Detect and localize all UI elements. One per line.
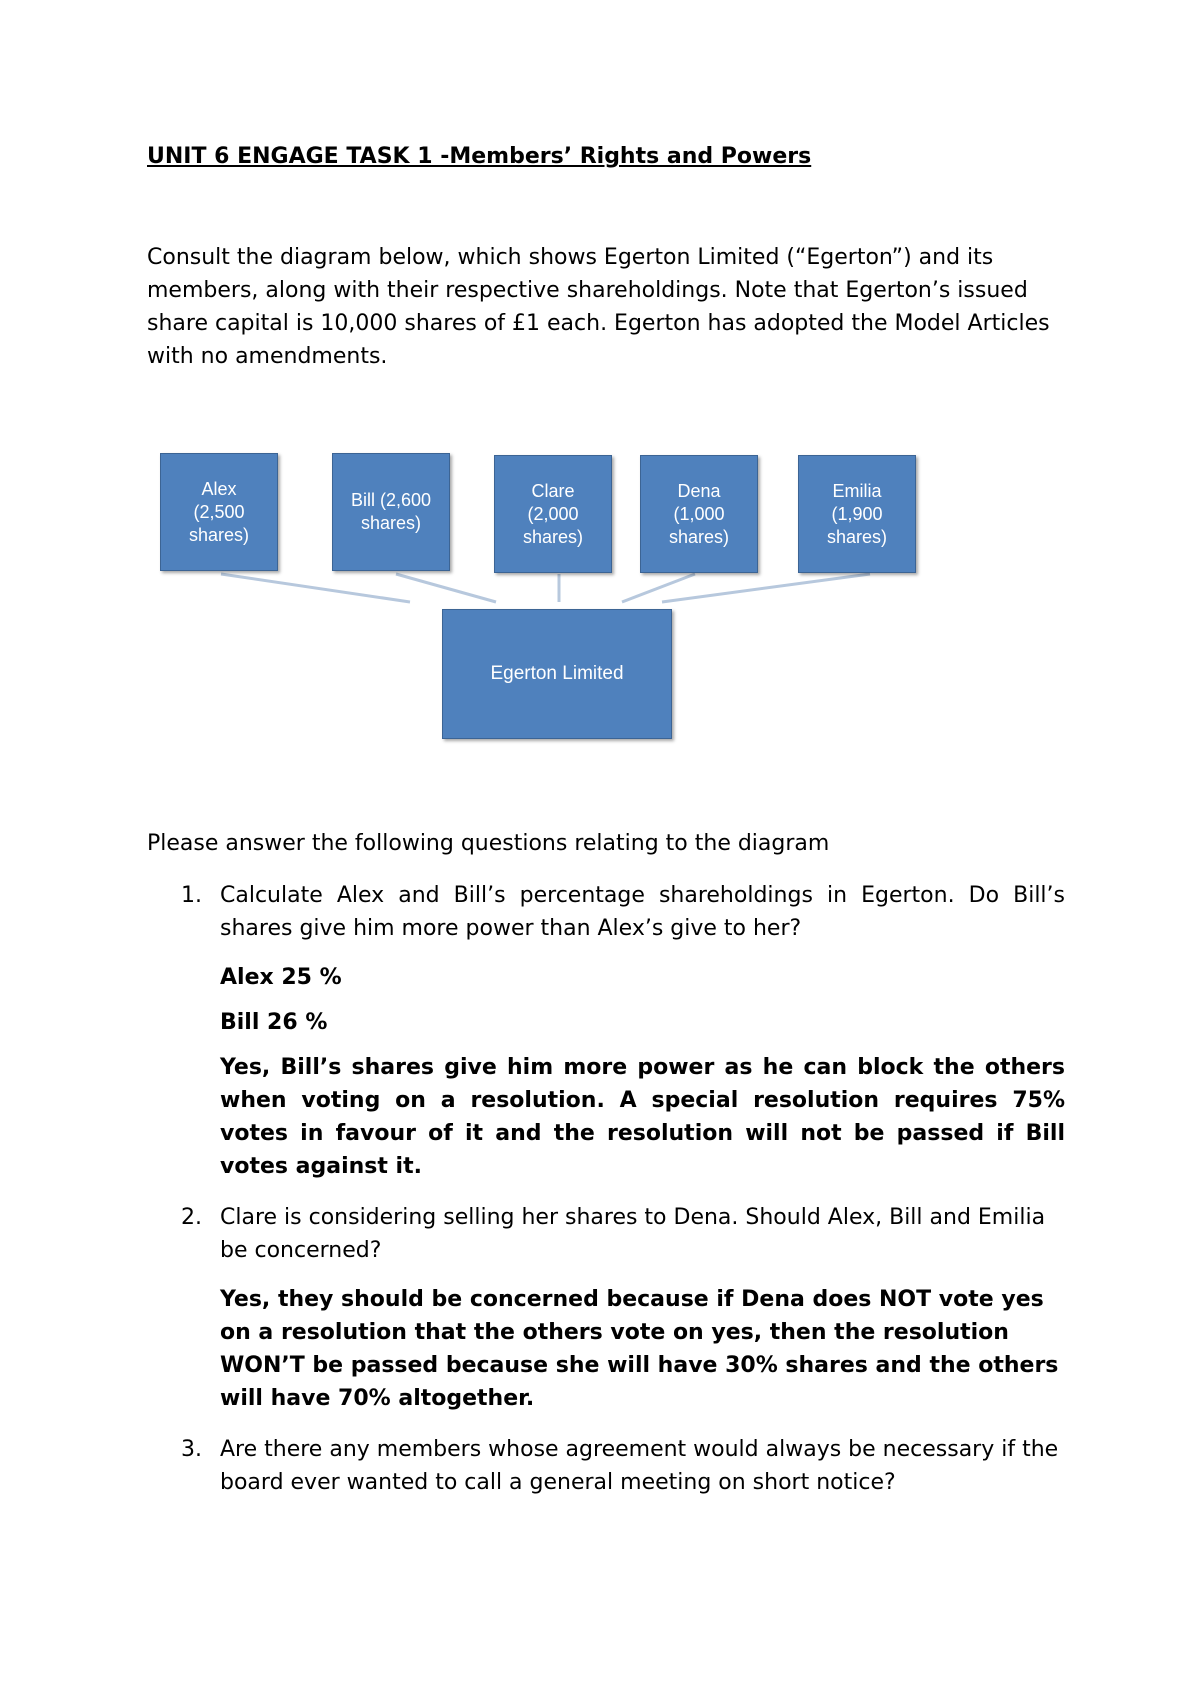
member-label-line: Dena [677,480,721,501]
question-number: 2. [181,1205,202,1230]
member-label-line: shares) [826,526,888,547]
connector-bill [396,574,496,602]
shareholding-diagram [170,440,940,760]
member-label-line: Emilia [832,480,882,501]
member-box-dena [640,455,758,573]
question-text: Are there any members whose agreement would always be necessary if the board ever wanted to call a general meeting on short notice? [220,1437,1059,1495]
question-text: Clare is considering selling her shares to Dena. Should Alex, Bill and Emilia be concerned? [220,1205,1046,1263]
question-item [181,1433,1065,1499]
answer-text: Alex 25 % [220,965,342,990]
intro-paragraph: Consult the diagram below, which shows Egerton Limited (“Egerton”) and its members, along with their respective shareholdings. Note that Egerton’s issued share capital is 10,000 shares of £1 each. Egerton has adopted the Model Articles with no amendments. [147,245,1050,369]
member-label-line: shares) [188,524,250,545]
question-item [181,879,1065,1183]
question-item [181,1201,1065,1415]
questions-lead-in: Please answer the following questions relating to the diagram [147,831,830,856]
member-label-line: shares) [360,513,421,533]
answer-text: Yes, Bill’s shares give him more power as he can block the others when voting on a resolution. A special resolution requires 75% votes in favour of it and the resolution will not be passed if Bill votes against it. [220,1055,1065,1179]
member-box-alex [160,453,278,571]
member-box-bill [332,453,450,571]
question-text: Calculate Alex and Bill’s percentage shareholdings in Egerton. Do Bill’s shares give him more power than Alex’s give to her? [220,883,1065,941]
company-label: Egerton Limited [490,663,624,684]
company-box [442,609,672,739]
member-label-line: (1,000 [673,503,725,524]
member-label-line: Alex [201,478,237,499]
page-title: UNIT 6 ENGAGE TASK 1 -Members’ Rights and Powers [147,144,812,169]
member-label-line: (1,900 [831,503,883,524]
member-box-clare [494,455,612,573]
connector-emilia [662,574,870,602]
answer-text: Yes, they should be concerned because if Dena does NOT vote yes on a resolution that the others vote on yes, then the resolution WON’T be passed because she will have 30% shares and the others will have 70% altogether. [220,1287,1059,1411]
member-label-line: shares) [668,526,730,547]
member-label-line: (2,500 [193,501,245,522]
question-list [181,879,1065,1517]
member-label-line: shares) [522,526,584,547]
member-box-emilia [798,455,916,573]
member-label-line: (2,000 [527,503,579,524]
member-label-line: Clare [531,480,575,501]
question-number: 1. [181,883,202,908]
member-label-line: Bill (2,600 [350,490,432,510]
question-number: 3. [181,1437,202,1462]
connector-alex [221,574,410,602]
answer-text: Bill 26 % [220,1010,328,1035]
